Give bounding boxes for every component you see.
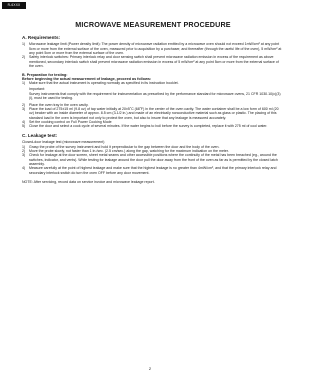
item-text: Safety interlock switches: Primary interlock relay and door sensing switch shall prevent microwave radiation emission in excess of the requirement as above mentioned, secondary interlock switch shall prevent microwave radiation emission in excess of 5 mW/cm² at any point 5cm or more from the external surface of the oven. (29, 55, 279, 68)
item-number: 1) (22, 144, 26, 149)
section-intro: Before beginning the actual measurement of leakage, proceed as follows: (22, 76, 152, 81)
item-text: Check for leakage at the door screen, sheet metal seams and other accessible positions where the continuity of the metal has been breached (eg., around the switches, indicator, and vents). While testing for leakage around the door pull the door away from the front of the oven as far as is permitted by the closed latch assembly. (29, 153, 278, 166)
item-number: 2) (22, 55, 26, 60)
page-title: MICROWAVE MEASUREMENT PROCEDURE (75, 20, 231, 29)
item-text: Move the probe slowly, not faster than 1 in./sec. (2.5 cm/sec.) along the gap, watching for the maximum indication on the meter. (29, 148, 229, 153)
item-number: 3) (22, 106, 26, 111)
list-item (22, 55, 284, 68)
item-number: 1) (22, 42, 26, 47)
important-label: Important: (29, 87, 45, 92)
item-number: 2) (22, 102, 26, 107)
section-intro: Closed-door leakage test (microwave measurement) (22, 140, 105, 145)
section-heading: B. Preparation for testing: (22, 72, 68, 77)
section-heading: C. Leakage test: (22, 133, 58, 139)
item-text: Make sure that the actual instrument is operating normally as specified in its instruction booklet. (29, 80, 179, 85)
item-number: 4) (22, 166, 26, 171)
section-heading: A. Requirements: (22, 35, 61, 40)
list-item (22, 166, 284, 175)
list-item (22, 107, 284, 120)
item-number: 5) (22, 124, 26, 129)
important-text: Survey instruments that comply with the requirement for instrumentation as prescribed by the performance standard for microwave ovens, 21 CFR 1030.10(c)(3)(i), must be used for testing. (29, 91, 281, 100)
item-number: 2) (22, 148, 26, 153)
document-body (22, 20, 284, 184)
item-number: 4) (22, 119, 26, 124)
list-item (22, 124, 284, 128)
item-text: Place the oven tray in the oven cavity. (29, 102, 89, 107)
item-number: 1) (22, 80, 26, 85)
item-text: Close the door and select a cook cycle of several minutes. If the water begins to boil before the survey is completed, replace it with 275 ml of cool water. (29, 124, 268, 129)
section-leakage-test (22, 133, 284, 175)
list-item (22, 42, 284, 55)
item-text: Set the cooking control on Full Power Cooking Mode (29, 119, 112, 124)
section-requirements (22, 35, 284, 68)
item-text: Place the load of 275±15 ml (9.8 oz) of tap water initially at 20±5˚C (68˚F) in the center of the oven cavity. The water container shall be a low form of 600 ml (20 oz) beaker with an inside diameter of approx. 8.5 cm (3-1/2 in.) and made of an electrically nonconductive material such as glass or plastic. The placing of this standard load in the oven is important not only to protect the oven, but also to insure that any leakage is measured accurately. (29, 106, 279, 120)
item-text: Microwave leakage limit (Power density limit): The power density of microwave radiation emitted by a microwave oven should not exceed 1mW/cm² at any point 5cm or more from the external surface of the oven, measured prior to acquisition by a purchaser, and thereafter (through the useful life of the oven), 5 mW/cm² at any point 5cm or more from the external surface of the oven. (29, 42, 282, 55)
section-preparation (22, 73, 284, 129)
list-item (22, 153, 284, 166)
header-tag: R-6XXX (2, 2, 26, 9)
page-number: 2 (148, 366, 152, 371)
service-note: NOTE: After servicing, record data on service invoice and microwave leakage report. (22, 179, 155, 184)
item-text: Measure carefully at the point of highest leakage and make sure that the highest leakage is no greater than 4mW/cm², and that the primary interlock relay and secondary interlock switch do turn the oven OFF before any door movement. (29, 166, 277, 175)
item-text: Grasp the probe of the survey instrument and hold it perpendicular to the gap between the door and the body of the oven. (29, 144, 220, 149)
item-number: 3) (22, 153, 26, 158)
list-item (22, 81, 284, 85)
